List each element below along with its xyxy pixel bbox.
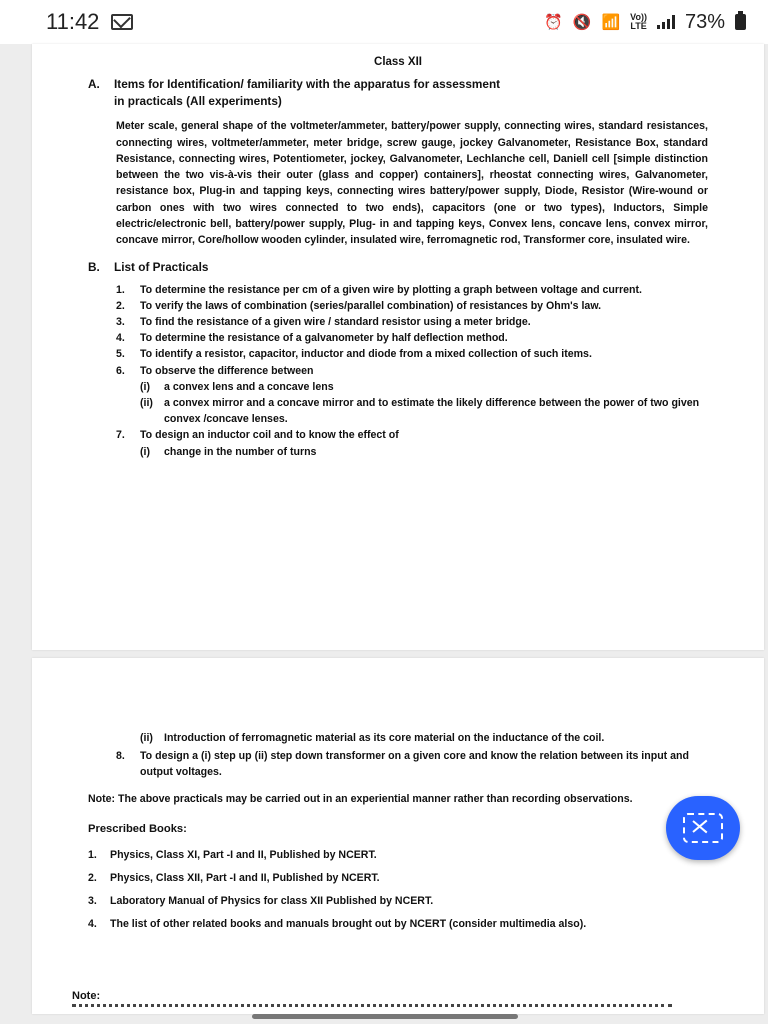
volte-icon: Vo)) LTE: [630, 12, 647, 31]
status-time: 11:42: [46, 9, 100, 34]
list-item: 6. To observe the difference between: [116, 364, 314, 377]
apparatus-list: Meter scale, general shape of the voltmeter/ammeter, battery/power supply, connecting wires, standard resistances, connecting wires, voltmeter/ammeter, meter bridge, screw gauge, jockey Galvanometer, Resistance Box, standard Resistance, connecting wires, Potentiometer, jockey, Galvanometer, Lechlanche cell, Daniell cell [simple distinction between the two vis-à-vis their outer (glass and copper) containers], rheostat connecting wires, Galvanometer, resistance box, Plug-in and tapping keys, connecting wires battery/power supply, Diode, Resistor (Wire-wound or carbon ones with two wires connected to two ends), capacitors (one or two types), Inductors, Simple electric/electronic bell, battery/power supply, Plug- in and tapping keys, Convex lens, concave lens, convex mirror, concave mirror, Core/hollow wooden cylinder, insulated wire, ferromagnetic rod, Transformer core, insulated wire.: [116, 120, 708, 247]
list-item: 1. Physics, Class XI, Part -I and II, Published by NCERT.: [88, 849, 377, 862]
document-page-1[interactable]: [32, 44, 764, 650]
sub-item: (i) change in the number of turns: [140, 445, 317, 458]
screenshot-edit-button[interactable]: [666, 796, 740, 860]
mute-icon: 🔇: [572, 14, 592, 31]
signal-icon: [657, 15, 675, 29]
list-item: 8. To design a (i) step up (ii) step down transformer on a given core and know the relation between its input and output voltages.: [116, 750, 689, 779]
practicals-list: [116, 282, 708, 460]
cut-off-text-line: [72, 1004, 672, 1011]
scissors-select-icon: [683, 813, 723, 843]
battery-percent: 73%: [684, 10, 725, 33]
section-a-heading: A. Items for Identification/ familiarity with the apparatus for assessment in practicals (All experiments): [88, 77, 501, 109]
class-title: Class XII: [374, 56, 422, 68]
list-item: 2. Physics, Class XII, Part -I and II, Published by NCERT.: [88, 872, 380, 885]
home-indicator[interactable]: [252, 1014, 518, 1019]
wifi-icon: 📶: [601, 14, 621, 31]
sub-item: (ii) a convex mirror and a concave mirror and to estimate the likely difference between the power of two given convex /concave lenses.: [140, 397, 700, 426]
bottom-note-label: Note:: [72, 990, 101, 1002]
status-bar: [0, 0, 768, 44]
battery-icon: [735, 14, 746, 30]
sub-item: (i) a convex lens and a concave lens: [140, 380, 334, 393]
alarm-icon: ⏰: [544, 14, 563, 31]
list-item: 4. To determine the resistance of a galvanometer by half deflection method.: [116, 332, 508, 345]
books-list: [88, 847, 708, 932]
list-item: 4. The list of other related books and manuals brought out by NCERT (consider multimedia also).: [88, 918, 587, 931]
document-page-2[interactable]: [32, 658, 764, 1014]
gmail-icon: [111, 14, 133, 30]
list-item: 3. Laboratory Manual of Physics for class XII Published by NCERT.: [88, 895, 434, 908]
section-b-heading: B. List of Practicals: [88, 259, 209, 274]
sub-item: (ii) Introduction of ferromagnetic material as its core material on the inductance of the coil.: [140, 732, 605, 744]
note-paragraph: Note: The above practicals may be carried out in an experiential manner rather than recording observations.: [88, 792, 633, 805]
prescribed-books-heading: Prescribed Books:: [88, 822, 187, 835]
list-item: 7. To design an inductor coil and to know the effect of: [116, 429, 399, 442]
list-item: 2. To verify the laws of combination (series/parallel combination) of resistances by Ohm's law.: [116, 299, 602, 312]
list-item: 3. To find the resistance of a given wire / standard resistor using a meter bridge.: [116, 315, 531, 328]
list-item: 1. To determine the resistance per cm of a given wire by plotting a graph between voltage and current.: [116, 283, 642, 296]
list-item: 5. To identify a resistor, capacitor, inductor and diode from a mixed collection of such items.: [116, 348, 592, 361]
